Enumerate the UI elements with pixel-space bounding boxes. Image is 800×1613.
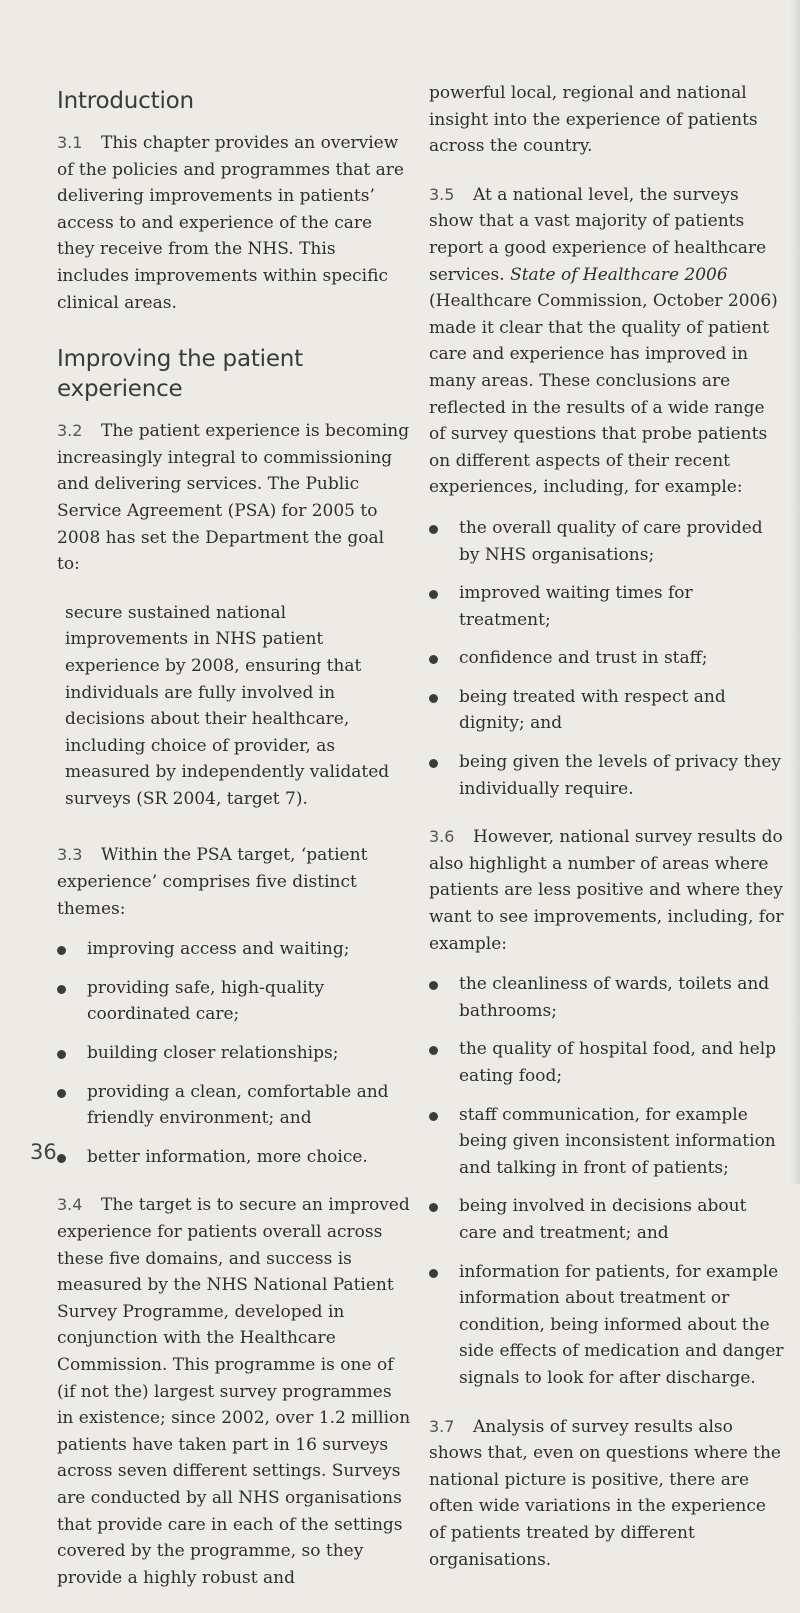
paragraph-number: 3.2 — [57, 421, 83, 441]
paragraph-text: The patient experience is becoming increasingly integral to commissioning and delivering services. The Public Service Agreement (PSA) for 2005 to 2008 has set the Department the goal to: — [57, 421, 410, 575]
list-item: confidence and trust in staff; — [429, 645, 784, 672]
bullet-icon — [57, 1050, 66, 1059]
paragraph-number: 3.6 — [429, 827, 455, 847]
paragraph-3-5 — [429, 182, 784, 501]
list-item: being given the levels of privacy they individually require. — [429, 749, 784, 802]
themes-list — [57, 936, 412, 1170]
list-item: the overall quality of care provided by NHS organisations; — [429, 515, 784, 568]
list-item: the quality of hospital food, and help eating food; — [429, 1036, 784, 1089]
list-item: staff communication, for example being given inconsistent information and talking in front of patients; — [429, 1102, 784, 1182]
psa-target-quote: secure sustained national improvements in NHS patient experience by 2008, ensuring that individuals are fully involved in decisions about their healthcare, including choice of provider, as measured by independently validated surveys (SR 2004, target 7). — [65, 602, 390, 809]
paragraph-number: 3.7 — [429, 1416, 455, 1436]
paragraph-3-1 — [57, 130, 412, 316]
positive-findings-list — [429, 515, 784, 802]
paragraph-text: Analysis of survey results also shows that, even on questions where the national picture is positive, there are often wide variations in the experience of patients treated by different organisations. — [429, 1416, 781, 1570]
bullet-icon — [57, 946, 66, 955]
bullet-icon — [57, 985, 66, 994]
paragraph-number: 3.3 — [57, 845, 83, 865]
paragraph-number: 3.5 — [429, 184, 455, 204]
list-item: providing a clean, comfortable and friendly environment; and — [57, 1079, 412, 1132]
paragraph-text: However, national survey results do also highlight a number of areas where patients are less positive and where they want to see improvements, including, for example: — [429, 827, 784, 954]
paragraph-text: Within the PSA target, ‘patient experience’ comprises five distinct themes: — [57, 845, 368, 919]
list-item: being treated with respect and dignity; and — [429, 684, 784, 737]
list-item: the cleanliness of wards, toilets and bathrooms; — [429, 971, 784, 1024]
bullet-icon — [429, 1269, 438, 1278]
list-item: building closer relationships; — [57, 1040, 412, 1067]
improvement-areas-list — [429, 971, 784, 1391]
paragraph-text: The target is to secure an improved experience for patients overall across these five domains, and success is measured by the NHS National Patient Survey Programme, developed in conjunction with the Healthcare Commission. This programme is one of (if not the) largest survey programmes in existence; since 2002, over 1.2 million patients have taken part in 16 surveys across seven different settings. Surveys are conducted by all NHS organisations that provide care in each of the settings covered by the programme, so they provide a highly robust and — [57, 1195, 411, 1588]
bullet-icon — [429, 1203, 438, 1212]
heading-improving-patient-experience: Improving the patient experience — [57, 346, 304, 403]
paragraph-3-4-continued: powerful local, regional and national insight into the experience of patients across the country. — [429, 83, 758, 157]
paragraph-number: 3.4 — [57, 1195, 83, 1215]
report-title: State of Healthcare 2006 — [510, 264, 728, 285]
paragraph-text: This chapter provides an overview of the policies and programmes that are delivering improvements in patients’ access to and experience of the care they receive from the NHS. This includes improvements within specific clinical areas. — [57, 133, 404, 313]
paragraph-3-3 — [57, 842, 412, 922]
left-column — [57, 80, 412, 1613]
paragraph-3-4 — [57, 1192, 412, 1591]
bullet-icon — [429, 655, 438, 664]
list-item: improving access and waiting; — [57, 936, 412, 963]
bullet-icon — [429, 590, 438, 599]
page-edge-shadow — [790, 0, 800, 1184]
paragraph-3-2 — [57, 418, 412, 578]
paragraph-text-before: At a national level, the surveys show that a vast majority of patients report a good experience of healthcare services. — [429, 184, 767, 285]
list-item: improved waiting times for treatment; — [429, 580, 784, 633]
bullet-icon — [429, 759, 438, 768]
bullet-icon — [429, 694, 438, 703]
bullet-icon — [57, 1154, 66, 1163]
list-item: better information, more choice. — [57, 1144, 412, 1171]
list-item: being involved in decisions about care and treatment; and — [429, 1193, 784, 1246]
paragraph-3-6 — [429, 824, 784, 957]
paragraph-3-7 — [429, 1414, 784, 1574]
list-item: providing safe, high-quality coordinated care; — [57, 975, 412, 1028]
bullet-icon — [429, 1112, 438, 1121]
bullet-icon — [429, 525, 438, 534]
bullet-icon — [57, 1089, 66, 1098]
paragraph-number: 3.1 — [57, 133, 83, 152]
paragraph-text-after: (Healthcare Commission, October 2006) made it clear that the quality of patient care and experience has improved in many areas. These conclusions are reflected in the results of a wide range of survey questions that probe patients on different aspects of their recent experiences, including, for example: — [429, 291, 778, 498]
heading-introduction: Introduction — [57, 88, 194, 114]
right-column — [429, 80, 784, 1595]
list-item: information for patients, for example information about treatment or condition, being informed about the side effects of medication and danger signals to look for after discharge. — [429, 1259, 784, 1392]
bullet-icon — [429, 981, 438, 990]
bullet-icon — [429, 1046, 438, 1055]
page-number: 36 — [30, 1140, 57, 1164]
